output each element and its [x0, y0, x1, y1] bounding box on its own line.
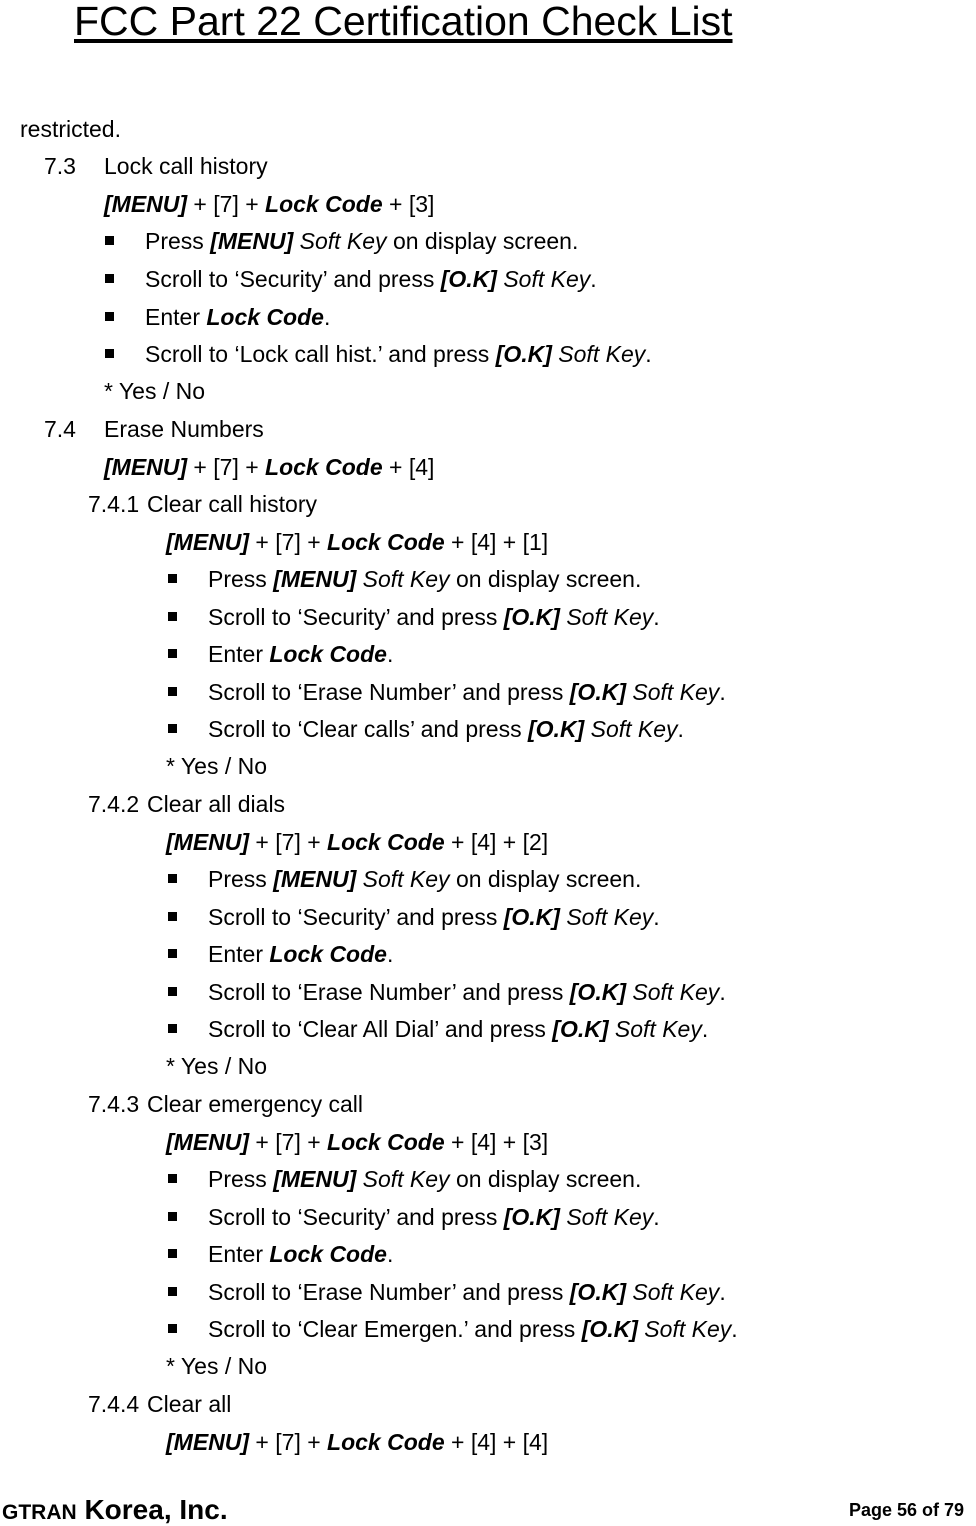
section-7-4-2-step: Scroll to ‘Security’ and press [O.K] Soft Key.: [208, 904, 660, 930]
bullet-icon: [168, 912, 177, 921]
section-7-4-3-step: Scroll to ‘Security’ and press [O.K] Soft Key.: [208, 1204, 660, 1230]
section-7-4-3-step: Enter Lock Code.: [208, 1241, 394, 1267]
section-7-4-2-step: Press [MENU] Soft Key on display screen.: [208, 866, 642, 892]
section-7-4-1-step: Scroll to ‘Clear calls’ and press [O.K] Soft Key.: [208, 716, 684, 742]
section-7-4-3-key-sequence: [MENU] + [7] + Lock Code + [4] + [3]: [166, 1129, 549, 1155]
section-7-4-2-step: Scroll to ‘Erase Number’ and press [O.K] Soft Key.: [208, 979, 726, 1005]
bullet-icon: [105, 312, 114, 321]
bullet-icon: [168, 612, 177, 621]
page-title: FCC Part 22 Certification Check List: [74, 0, 733, 44]
section-7-4-2-title: Clear all dials: [147, 791, 286, 817]
section-7-4-1-key-sequence: [MENU] + [7] + Lock Code + [4] + [1]: [166, 529, 549, 555]
footer-company: GTRAN Korea, Inc.: [2, 1494, 228, 1525]
bullet-icon: [168, 574, 177, 583]
section-7-4-3-note: * Yes / No: [166, 1353, 268, 1379]
section-7-4-1-step: Enter Lock Code.: [208, 641, 394, 667]
bullet-icon: [105, 274, 114, 283]
bullet-icon: [168, 687, 177, 696]
bullet-icon: [168, 649, 177, 658]
section-7-4-1-note: * Yes / No: [166, 753, 268, 779]
bullet-icon: [105, 236, 114, 245]
footer-page-number: Page 56 of 79: [848, 1500, 964, 1520]
section-7-4-4-number: 7.4.4: [88, 1391, 140, 1417]
section-7-4-1-step: Scroll to ‘Erase Number’ and press [O.K] Soft Key.: [208, 679, 726, 705]
bullet-icon: [168, 987, 177, 996]
section-7-4-2-number: 7.4.2: [88, 791, 140, 817]
section-7-4-number: 7.4: [44, 416, 76, 442]
section-7-3-note: * Yes / No: [104, 378, 206, 404]
section-7-4-1-step: Scroll to ‘Security’ and press [O.K] Soft Key.: [208, 604, 660, 630]
section-7-3-step: Enter Lock Code.: [145, 304, 331, 330]
bullet-icon: [168, 1287, 177, 1296]
section-7-4-1-step: Press [MENU] Soft Key on display screen.: [208, 566, 642, 592]
section-7-4-4-title: Clear all: [147, 1391, 232, 1417]
section-7-4-4-key-sequence: [MENU] + [7] + Lock Code + [4] + [4]: [166, 1429, 549, 1455]
bullet-icon: [168, 724, 177, 733]
section-7-4-1-title: Clear call history: [147, 491, 317, 517]
bullet-icon: [168, 1324, 177, 1333]
section-7-3-key-sequence: [MENU] + [7] + Lock Code + [3]: [104, 191, 435, 217]
section-7-4-2-step: Scroll to ‘Clear All Dial’ and press [O.K] Soft Key.: [208, 1016, 709, 1042]
section-7-4-2-step: Enter Lock Code.: [208, 941, 394, 967]
section-7-4-1-number: 7.4.1: [88, 491, 140, 517]
section-7-4-title: Erase Numbers: [104, 416, 264, 442]
bullet-icon: [168, 1024, 177, 1033]
bullet-icon: [168, 1212, 177, 1221]
section-7-4-2-note: * Yes / No: [166, 1053, 268, 1079]
section-7-4-3-step: Scroll to ‘Clear Emergen.’ and press [O.K] Soft Key.: [208, 1316, 738, 1342]
bullet-icon: [168, 1249, 177, 1258]
section-7-4-3-number: 7.4.3: [88, 1091, 140, 1117]
section-7-4-3-step: Press [MENU] Soft Key on display screen.: [208, 1166, 642, 1192]
bullet-icon: [105, 349, 114, 358]
bullet-icon: [168, 874, 177, 883]
bullet-icon: [168, 1174, 177, 1183]
section-7-3-step: Scroll to ‘Lock call hist.’ and press [O.K] Soft Key.: [145, 341, 652, 367]
section-7-3-number: 7.3: [44, 153, 76, 179]
section-7-4-3-title: Clear emergency call: [147, 1091, 364, 1117]
section-7-4-3-step: Scroll to ‘Erase Number’ and press [O.K] Soft Key.: [208, 1279, 726, 1305]
section-7-4-key-sequence: [MENU] + [7] + Lock Code + [4]: [104, 454, 435, 480]
section-7-3-step: Scroll to ‘Security’ and press [O.K] Soft Key.: [145, 266, 597, 292]
bullet-icon: [168, 949, 177, 958]
section-7-3-step: Press [MENU] Soft Key on display screen.: [145, 228, 579, 254]
intro-text: restricted.: [20, 116, 121, 142]
section-7-3-title: Lock call history: [104, 153, 268, 179]
section-7-4-2-key-sequence: [MENU] + [7] + Lock Code + [4] + [2]: [166, 829, 549, 855]
